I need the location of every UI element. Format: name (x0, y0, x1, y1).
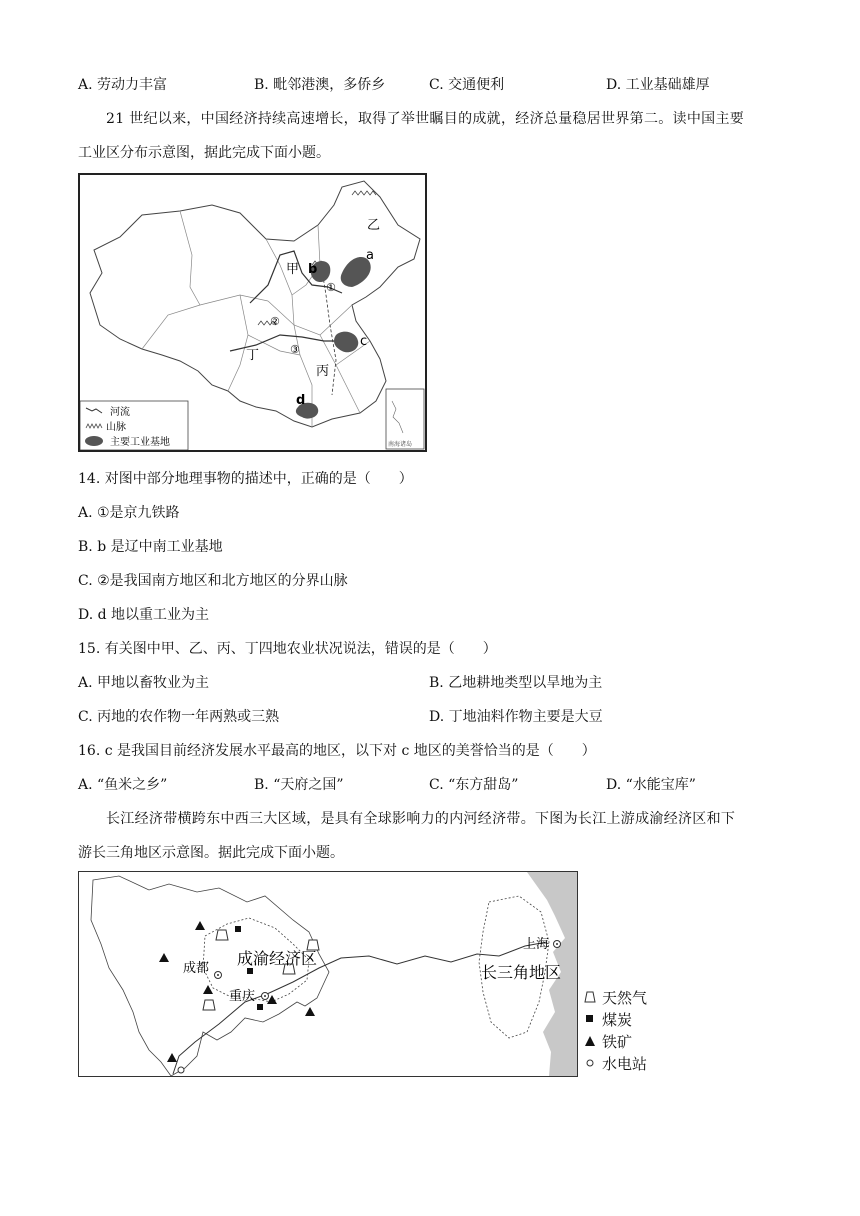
q13-option-b: B. 毗邻港澳，多侨乡 (254, 77, 386, 93)
q13-option-c: C. 交通便利 (429, 77, 505, 93)
label-jia: 甲 (286, 262, 300, 277)
q14-option-b: B. b 是辽中南工业基地 (78, 539, 223, 555)
gas-icon (584, 991, 596, 1003)
legend-gas: 天然气 (602, 988, 648, 1007)
q15-option-a: A. 甲地以畜牧业为主 (78, 675, 210, 691)
legend-mountain: 山脉 (106, 422, 126, 433)
map2-legend (584, 986, 647, 1074)
q14-option-a: A. ①是京九铁路 (78, 505, 180, 521)
legend-base: 主要工业基地 (110, 437, 170, 448)
intro1-line2: 工业区分布示意图，据此完成下面小题。 (78, 145, 330, 161)
label-two: ② (270, 315, 280, 328)
legend-river: 河流 (110, 407, 130, 418)
coal-icon (584, 1013, 596, 1025)
label-b: b (308, 262, 318, 277)
inset-label: 南海诸岛 (388, 441, 413, 448)
q16-option-a: A. “鱼米之乡” (78, 777, 168, 793)
intro2-line2: 游长三角地区示意图。据此完成下面小题。 (78, 845, 344, 861)
intro2-line1: 长江经济带横跨东中西三大区域，是具有全球影响力的内河经济带。下图为长江上游成渝经济区和下 (106, 811, 736, 827)
q14-option-c: C. ②是我国南方地区和北方地区的分界山脉 (78, 573, 348, 589)
q14-option-d: D. d 地以重工业为主 (78, 607, 210, 623)
label-csj: 长三角地区 (481, 963, 562, 982)
label-one: ① (326, 281, 336, 294)
mountain-north (352, 191, 376, 195)
q16-stem: 16. c 是我国目前经济发展水平最高的地区，以下对 c 地区的美誉恰当的是（ ） (78, 743, 596, 759)
label-ding: 丁 (246, 348, 260, 363)
q16-option-d: D. “水能宝库” (606, 777, 696, 793)
yangtze-river-line (173, 942, 547, 1074)
sichuan-outline (91, 876, 329, 1076)
legend-iron: 铁矿 (602, 1032, 633, 1051)
label-chengdu: 成都 (183, 961, 210, 976)
label-chongqing: 重庆 (229, 989, 256, 1004)
legend-coal: 煤炭 (602, 1010, 633, 1029)
label-a: a (366, 248, 374, 263)
yangtze-map-svg (79, 872, 577, 1076)
q15-stem: 15. 有关图中甲、乙、丙、丁四地农业状况说法，错误的是（ ） (78, 641, 497, 657)
base-icon (85, 436, 103, 446)
q16-option-b: B. “天府之国” (254, 777, 344, 793)
legend-hydro-row (584, 1052, 647, 1074)
q15-option-b: B. 乙地耕地类型以旱地为主 (429, 675, 603, 691)
label-bing: 丙 (316, 364, 330, 379)
label-d: d (296, 393, 306, 408)
q14-stem: 14. 对图中部分地理事物的描述中，正确的是（ ） (78, 471, 413, 487)
legend-coal-row (584, 1008, 647, 1030)
china-industry-map (78, 173, 427, 452)
q13-option-a: A. 劳动力丰富 (78, 77, 168, 93)
q15-option-d: D. 丁地油料作物主要是大豆 (429, 709, 603, 725)
hydro-icon (584, 1057, 596, 1069)
legend-gas-row (584, 986, 647, 1008)
label-chengyu: 成渝经济区 (237, 949, 318, 968)
q13-option-d: D. 工业基础雄厚 (606, 77, 710, 93)
q15-option-c: C. 丙地的农作物一年两熟或三熟 (78, 709, 280, 725)
label-yi: 乙 (367, 218, 381, 233)
intro1-line1: 21 世纪以来，中国经济持续高速增长，取得了举世瞩目的成就，经济总量稳居世界第二。读中国主要 (106, 111, 745, 127)
legend-iron-row (584, 1030, 647, 1052)
iron-icon (584, 1035, 596, 1047)
china-map-svg (80, 175, 425, 450)
south-sea-inset (386, 389, 424, 449)
q16-option-c: C. “东方甜岛” (429, 777, 519, 793)
label-shanghai: 上海 (523, 937, 550, 952)
label-c: c (360, 334, 368, 349)
gas-symbols (203, 930, 319, 1010)
label-three: ③ (290, 343, 300, 356)
yangtze-map (78, 871, 578, 1077)
legend-hydro: 水电站 (602, 1054, 648, 1073)
hydro-symbols (178, 1067, 184, 1073)
base-c (334, 332, 358, 353)
